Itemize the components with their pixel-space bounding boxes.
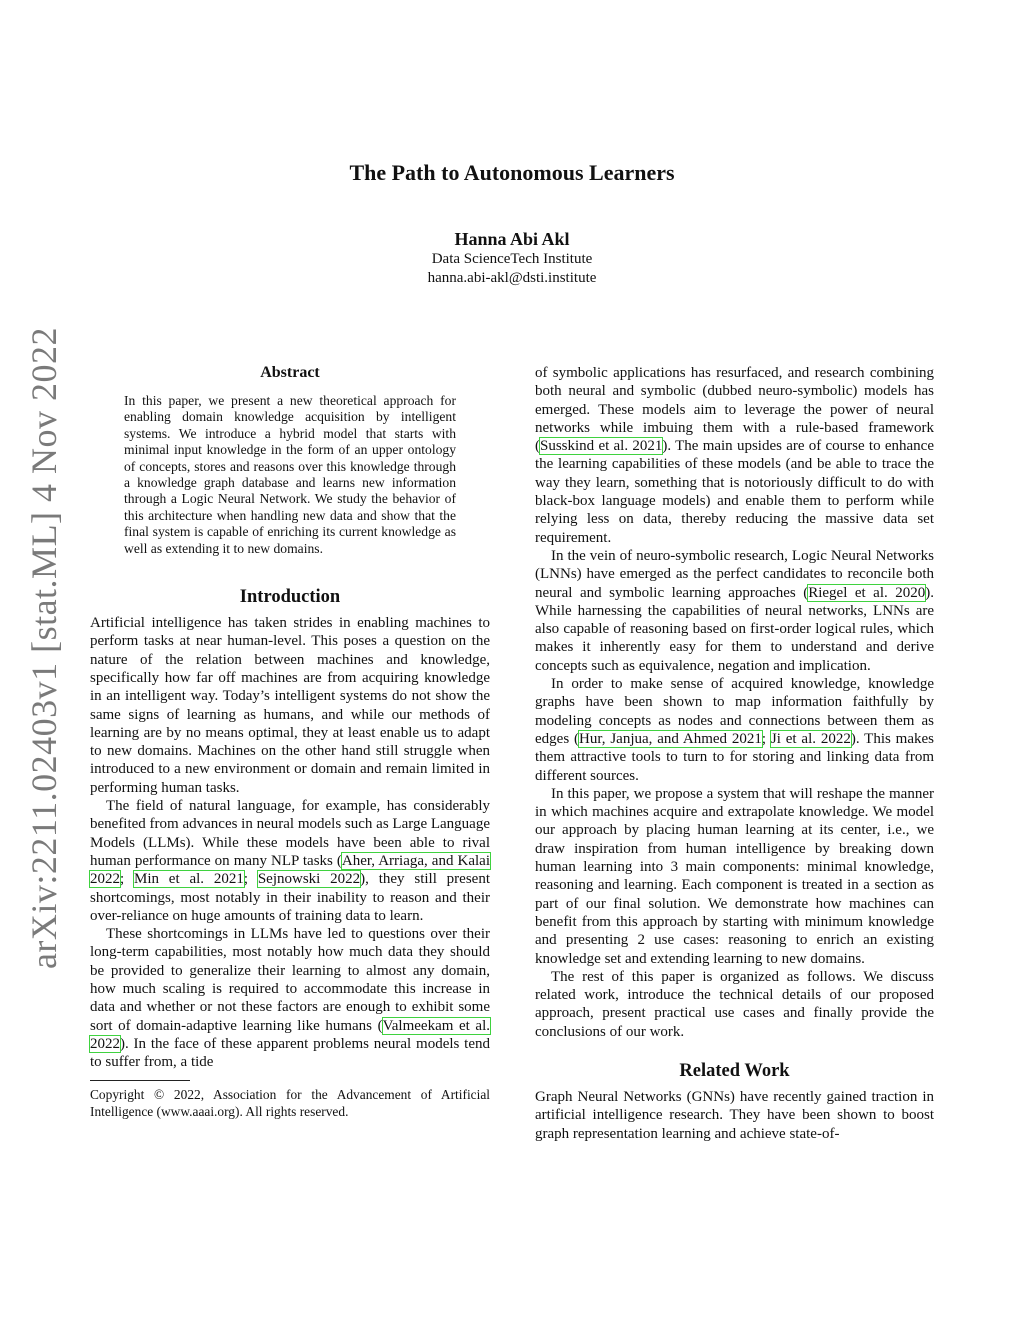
- copyright-footnote: Copyright © 2022, Association for the Advancement of Artificial Intelligence (www.aaai.org). All rights reserved.: [90, 1087, 490, 1120]
- citation-link[interactable]: Riegel et al. 2020: [808, 584, 926, 601]
- author-name: Hanna Abi Akl: [454, 229, 570, 249]
- related-work-paragraph-1: Graph Neural Networks (GNNs) have recently gained traction in artificial intelligence research. They have been shown to boost graph representation learning and achieve state-of-: [535, 1088, 934, 1142]
- intro-paragraph-1: Artificial intelligence has taken strides in enabling machines to perform tasks at near human-level. This poses a question on the nature of the relation between machines and knowledge, specifically how far off machines are from acquiring knowledge in an intelligent way. Today’s intelligent systems do not show the same signs of learning as humans, and while our methods of learning are by no means optimal, they at least enable us to adapt to new domains. Machines on the other hand still struggle when introduced to a new environment or domain and remain limited in performing human tasks.: [90, 615, 490, 796]
- right-paragraph-5: The rest of this paper is organized as follows. We discuss related work, introduce the technical details of our proposed approach, present practical use cases and finally provide the conclusions of our work.: [535, 968, 934, 1040]
- citation-link[interactable]: Valmeekam et al. 2022: [90, 1017, 490, 1052]
- right-paragraph-2: In the vein of neuro-symbolic research, Logic Neural Networks (LNNs) have emerged as the perfect candidates to reconcile both neural and symbolic learning approaches (Riegel et al. 2020). While harnessing the capabilities of neural networks, LNNs are also capable of reasoning based on first-order logical rules, which makes it inherently easy for them to understand and derive concepts such as equivalence, negation and implication.: [535, 547, 934, 674]
- intro-paragraph-2: The field of natural language, for example, has considerably benefited from advances in neural models such as Large Language Models (LLMs). While these models have been able to rival human performance on many NLP tasks (Aher, Arriaga, and Kalai 2022; Min et al. 2021; Sejnowski 2022), they still present shortcomings, most notably in their inability to reason and their over-reliance on huge amounts of training data to learn.: [90, 798, 490, 924]
- footnote-rule: [90, 1080, 190, 1081]
- author-block: [0, 228, 1024, 288]
- related-work-heading: Related Work: [679, 1060, 790, 1081]
- arxiv-identifier: arXiv:2211.02403v1 [stat.ML] 4 Nov 2022: [24, 326, 64, 970]
- abstract-text: In this paper, we present a new theoretical approach for enabling domain knowledge acquisition by intelligent systems. We introduce a hybrid model that starts with minimal input knowledge in the form of an upper ontology of concepts, stores and reasons over this knowledge through a knowledge graph database and learns new information through a Logic Neural Network. We study the behavior of this architecture when handling new data and show that the final system is capable of enriching its current knowledge as well as extending it to new domains.: [124, 393, 456, 556]
- citation-link[interactable]: Susskind et al. 2021: [540, 438, 663, 455]
- intro-paragraph-3: These shortcomings in LLMs have led to questions over their long-term capabilities, most notably how much data they should be provided to generalize their learning to almost any domain, how much scaling is required to accommodate this increase in data and whether or not these factors are enough to exhibit some sort of domain-adaptive learning like humans (Valmeekam et al. 2022). In the face of these apparent problems neural models tend to suffer from, a tide: [90, 926, 490, 1071]
- citation-link[interactable]: Hur, Janjua, and Ahmed 2021: [579, 730, 762, 747]
- citation-link[interactable]: Min et al. 2021: [133, 871, 244, 888]
- left-column: [90, 364, 490, 1121]
- arxiv-sidebar: [14, 326, 74, 970]
- citation-link[interactable]: Aher, Arriaga, and Kalai 2022: [90, 852, 490, 888]
- right-paragraph-1: of symbolic applications has resurfaced, and research combining both neural and symbolic (dubbed neuro-symbolic) models has emerged. These models aim to leverage the power of neural networks while imbuing them with a rule-based framework (Susskind et al. 2021). The main upsides are of course to enhance the learning capabilities of these models (and be able to trace the way they learn, something that is notoriously difficult to do with black-box language models) and enable them to perform while relying less on data, thereby reducing the massive data set requirement.: [535, 365, 934, 546]
- author-email: hanna.abi-akl@dsti.institute: [427, 270, 597, 286]
- citation-link[interactable]: Ji et al. 2022: [770, 730, 851, 747]
- abstract-heading: Abstract: [260, 364, 320, 381]
- citation-link[interactable]: Sejnowski 2022: [257, 871, 361, 888]
- right-column: [535, 364, 934, 1143]
- right-paragraph-4: In this paper, we propose a system that will reshape the manner in which machines acquire and extrapolate knowledge. We model our approach by placing human learning at its center, i.e., we draw inspiration from human intelligence by breaking down human learning into 3 main components: minimal knowledge, reasoning and learning. Each component is treated in a section as part of our final solution. We demonstrate how machines can benefit from this approach by starting with minimum knowledge and presenting 2 use cases: reasoning to enrich an existing knowledge set and extending learning to new domains.: [535, 785, 934, 967]
- right-paragraph-3: In order to make sense of acquired knowledge, knowledge graphs have been shown to map information faithfully by modeling concepts as nodes and connections between them as edges (Hur, Janjua, and Ahmed 2021; Ji et al. 2022). This makes them attractive tools to turn to for storing and linking data from different sources.: [535, 676, 935, 784]
- introduction-heading: Introduction: [239, 587, 341, 608]
- author-affiliation: Data ScienceTech Institute: [431, 251, 593, 267]
- paper-title: The Path to Autonomous Learners: [349, 160, 675, 185]
